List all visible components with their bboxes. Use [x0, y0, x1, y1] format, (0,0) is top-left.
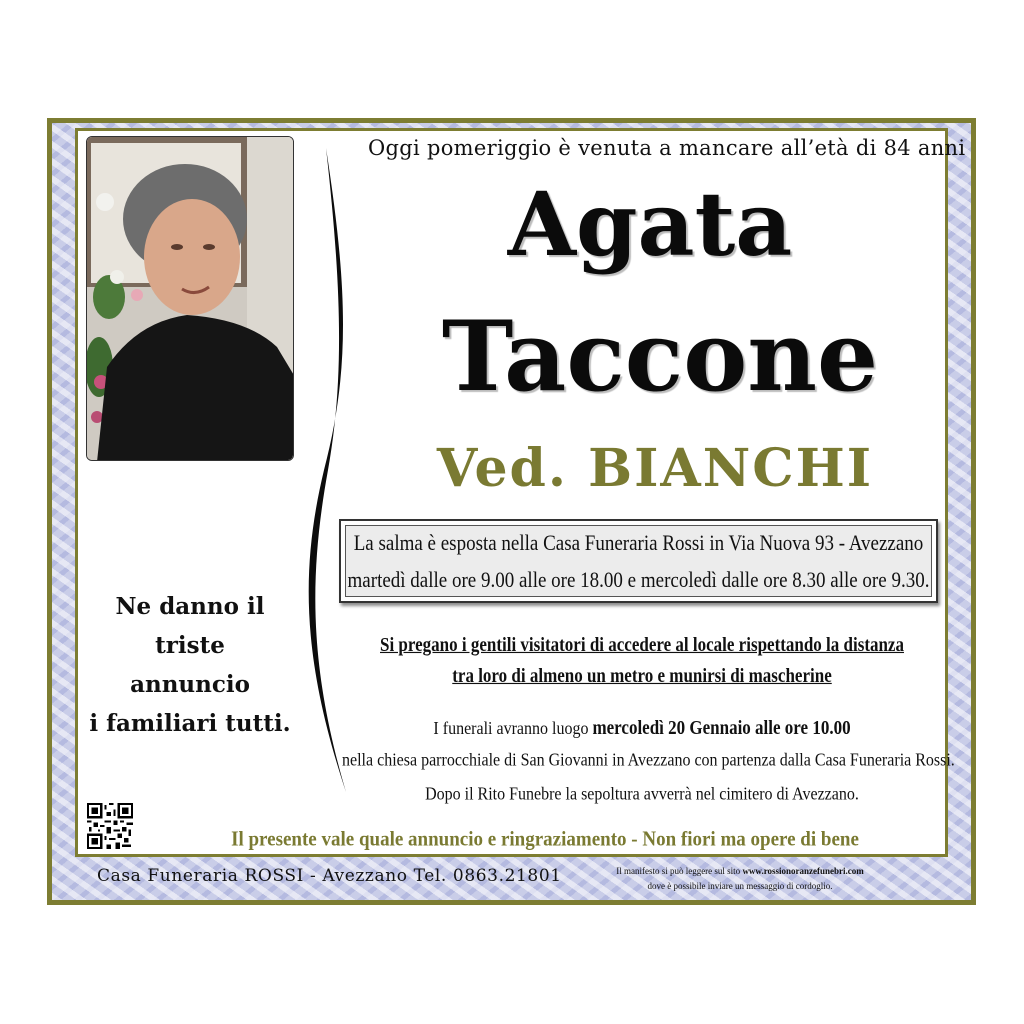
funeral-line-1-text: I funerali avranno luogo — [433, 718, 589, 739]
visitor-notice-line-2: tra loro di almeno un metro e munirsi di mascherine — [452, 664, 832, 687]
website-link[interactable]: www.rossionoranzefunebri.com — [742, 866, 864, 876]
visitor-notice-line-1: Si pregano i gentili visitatori di accedere al locale rispettando la distanza — [380, 633, 904, 656]
decorative-curve — [290, 140, 360, 800]
funeral-date: mercoledì 20 Gennaio alle ore 10.00 — [592, 716, 851, 739]
intro-text: Oggi pomeriggio è venuta a mancare all’età di 84 anni — [368, 136, 966, 160]
funeral-line-1 — [342, 717, 942, 740]
deceased-last-name: Taccone — [441, 300, 879, 413]
widow-of-name: Ved. BIANCHI — [436, 438, 874, 499]
viewing-line-1: La salma è esposta nella Casa Funeraria Rossi in Via Nuova 93 - Avezzano — [353, 531, 924, 556]
family-line-1: Ne danno il triste — [115, 593, 265, 659]
viewing-line-2: martedì dalle ore 9.00 alle ore 18.00 e mercoledì dalle ore 8.30 alle ore 9.30. — [347, 568, 930, 593]
funeral-line-2: nella chiesa parrocchiale di San Giovanni in Avezzano con partenza dalla Casa Funeraria Rossi. — [342, 750, 955, 771]
website-note — [590, 864, 890, 894]
family-line-2: annuncio — [130, 671, 250, 698]
family-line-3: i familiari tutti. — [89, 710, 291, 737]
website-note-line-1: Il manifesto si può leggere sul sito www.rossionoranzefunebri.com — [616, 866, 864, 876]
family-announcement — [80, 587, 300, 743]
thanks-line: Il presente vale quale annuncio e ringraziamento - Non fiori ma opere di bene — [231, 827, 859, 852]
qr-code-icon[interactable] — [87, 803, 133, 849]
viewing-info-box — [339, 519, 938, 603]
portrait-photo — [86, 136, 294, 461]
funeral-line-3: Dopo il Rito Funebre la sepoltura avverrà nel cimitero di Avezzano. — [425, 784, 859, 805]
deceased-first-name: Agata — [507, 172, 793, 276]
website-note-line-2: dove è possibile inviare un messaggio di cordoglio. — [647, 881, 833, 891]
funeral-home-footer: Casa Funeraria ROSSI - Avezzano Tel. 0863.21801 — [97, 866, 562, 886]
